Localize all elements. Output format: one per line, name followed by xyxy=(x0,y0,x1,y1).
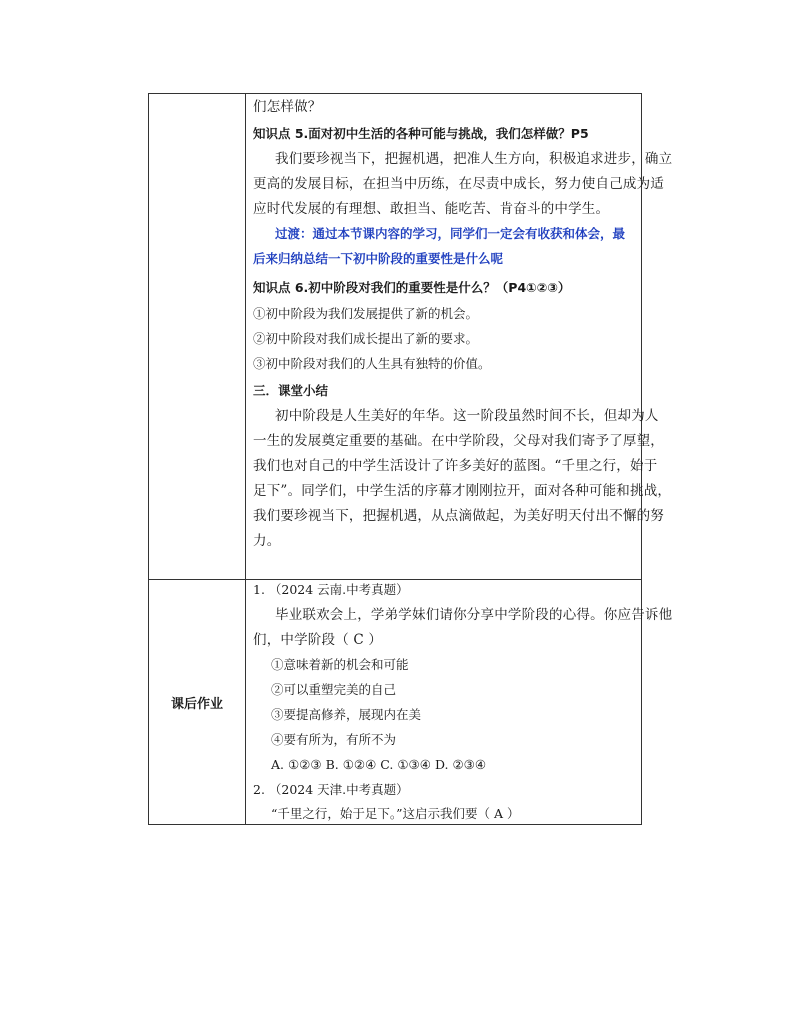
kp6-item: ②初中阶段对我们成长提出了新的要求。 xyxy=(253,331,479,346)
q1-stem-line: 毕业联欢会上，学弟学妹们请你分享中学阶段的心得。你应告诉他 xyxy=(275,607,673,623)
transition-line: 过渡：通过本节课内容的学习，同学们一定会有收获和体会，最 xyxy=(275,226,626,241)
summary-line: 一生的发展奠定重要的基础。在中学阶段，父母对我们寄予了厚望， xyxy=(253,433,664,449)
q1-option: ②可以重塑完美的自己 xyxy=(271,682,397,697)
continuation-text: 们怎样做？ xyxy=(253,99,322,115)
summary-line: 足下”。同学们，中学生活的序幕才刚刚拉开，面对各种可能和挑战， xyxy=(253,483,672,499)
q2-stem: “千里之行，始于足下。”这启示我们要（ A ） xyxy=(271,806,520,821)
q1-choices: A. ①②③ B. ①②④ C. ①③④ D. ②③④ xyxy=(271,757,487,772)
q1-stem-line: 们，中学阶段（ C ） xyxy=(253,632,383,648)
summary-line: 初中阶段是人生美好的年华。这一阶段虽然时间不长，但却为人 xyxy=(275,408,659,424)
q1-option: ④要有所为，有所不为 xyxy=(271,732,397,747)
kp6-title: 知识点 6.初中阶段对我们的重要性是什么？（P4①②③） xyxy=(253,280,571,295)
q1-header: 1. （2024 云南.中考真题） xyxy=(253,582,409,597)
summary-line: 力。 xyxy=(253,533,281,549)
kp5-title: 知识点 5.面对初中生活的各种可能与挑战，我们怎样做？P5 xyxy=(253,126,589,141)
summary-heading: 三．课堂小结 xyxy=(253,383,329,398)
summary-line: 我们也对自己的中学生活设计了许多美好的蓝图。“千里之行，始于 xyxy=(253,458,658,474)
kp6-item: ③初中阶段对我们的人生具有独特的价值。 xyxy=(253,356,491,371)
transition-line: 后来归纳总结一下初中阶段的重要性是什么呢 xyxy=(253,251,504,266)
kp5-body-line: 应时代发展的有理想、敢担当、能吃苦、肯奋斗的中学生。 xyxy=(253,201,610,217)
kp5-body-line: 更高的发展目标，在担当中历练，在尽责中成长，努力使自己成为适 xyxy=(253,176,664,192)
q2-header: 2. （2024 天津.中考真题） xyxy=(253,782,409,797)
kp6-item: ①初中阶段为我们发展提供了新的机会。 xyxy=(253,306,479,321)
homework-label: 课后作业 xyxy=(170,697,223,712)
column-divider xyxy=(245,94,246,824)
summary-line: 我们要珍视当下，把握机遇，从点滴做起，为美好明天付出不懈的努 xyxy=(253,508,664,524)
q1-option: ①意味着新的机会和可能 xyxy=(271,657,409,672)
kp5-body-line: 我们要珍视当下，把握机遇，把准人生方向，积极追求进步，确立 xyxy=(275,151,673,167)
q1-option: ③要提高修养，展现内在美 xyxy=(271,707,422,722)
